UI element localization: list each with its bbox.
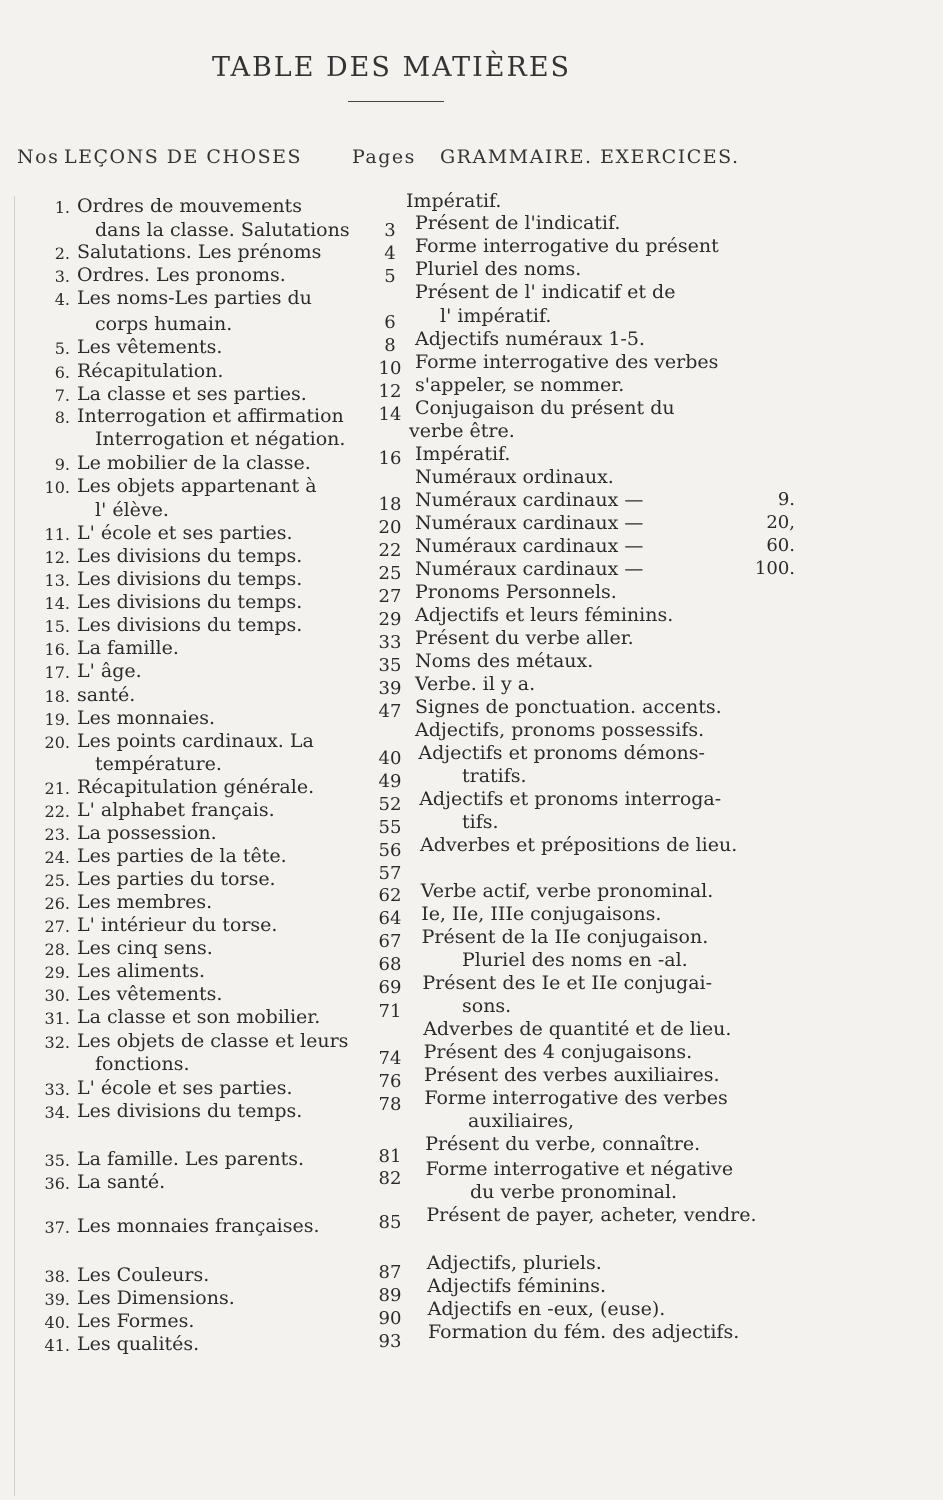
page-number: 85 [378,1212,402,1233]
grammar-topic: Présent du verbe, connaître. [425,1133,701,1155]
lesson-title: L' école et ses parties. [77,1077,293,1099]
lesson-title: corps humain. [95,313,233,335]
page-number: 74 [378,1048,402,1069]
lesson-title: Les Couleurs. [77,1264,210,1286]
grammar-topic: Impératif. [406,190,502,212]
lesson-number: 2. [54,244,70,263]
lesson-number: 40. [44,1313,70,1332]
grammar-topic: Pluriel des noms. [415,258,582,280]
lesson-title: dans la classe. Salutations [95,219,350,241]
lesson-number: 16. [44,640,70,659]
lesson-title: Les aliments. [77,960,206,982]
lesson-number: 34. [44,1103,70,1122]
grammar-topic: Adverbes de quantité et de lieu. [423,1018,732,1040]
lesson-title: Les monnaies. [77,707,216,729]
grammar-topic: Présent des verbes auxiliaires. [424,1064,720,1086]
cardinal-range: 60. [766,535,795,556]
grammar-topic: Présent du verbe aller. [415,627,634,649]
grammar-topic: Numéraux ordinaux. [415,466,614,488]
page-number: 47 [378,701,402,722]
lesson-number: 24. [44,848,70,867]
lesson-number: 36. [44,1174,70,1193]
grammar-topic: Forme interrogative des verbes [424,1087,728,1109]
page-number: 49 [378,771,402,792]
page-number: 67 [378,931,402,952]
lesson-number: 27. [44,917,70,936]
page-number: 78 [378,1094,402,1115]
lesson-number: 10. [44,478,70,497]
grammar-topic: Présent de l'indicatif. [415,212,621,234]
lesson-title: Le mobilier de la classe. [77,452,311,474]
lesson-title: Les Dimensions. [77,1287,235,1309]
lesson-title: Récapitulation. [77,360,224,382]
lesson-number: 33. [44,1080,70,1099]
lesson-title: Interrogation et affirmation [77,405,344,427]
grammar-topic: Formation du fém. des adjectifs. [428,1321,740,1343]
grammar-topic: Pluriel des noms en -al. [462,949,688,971]
page-number: 56 [378,840,402,861]
grammar-topic: sons. [462,995,512,1017]
lesson-title: L' âge. [77,660,142,682]
cardinal-range: 20, [766,512,795,533]
lesson-number: 37. [44,1218,70,1237]
page-number: 29 [378,609,402,630]
lesson-number: 29. [44,963,70,982]
lesson-title: La classe et son mobilier. [77,1006,321,1028]
page-number: 10 [378,358,402,379]
grammar-topic: auxiliaires, [468,1110,575,1132]
grammar-topic: Numéraux cardinaux — [415,512,644,534]
lesson-title: Les objets de classe et leurs [77,1030,349,1052]
grammar-topic: Conjugaison du présent du [415,397,675,419]
lesson-title: Les objets appartenant à [77,475,317,497]
lesson-title: Les vêtements. [77,336,223,358]
page-number: 33 [378,632,402,653]
page-number: 69 [378,977,402,998]
page-number: 71 [378,1001,402,1022]
page-number: 6 [384,312,396,333]
lesson-title: Ordres. Les pronoms. [77,264,286,286]
grammar-topic: Présent de payer, acheter, vendre. [426,1204,757,1226]
page-number: 68 [378,954,402,975]
grammar-topic: Numéraux cardinaux — [415,535,644,557]
grammar-topic: Verbe. il y a. [415,673,536,695]
lesson-title: Salutations. Les prénoms [77,241,322,263]
lesson-number: 22. [44,802,70,821]
page-number: 57 [378,863,402,884]
grammar-topic: Adjectifs et pronoms interroga- [419,788,722,810]
grammar-topic: Impératif. [415,443,511,465]
lesson-title: L' alphabet français. [77,799,275,821]
lesson-title: Les divisions du temps. [77,591,303,613]
lesson-number: 23. [44,825,70,844]
lesson-number: 26. [44,894,70,913]
lesson-title: Ordres de mouvements [77,195,302,217]
lesson-number: 6. [54,363,70,382]
lesson-title: La famille. Les parents. [77,1148,305,1170]
page-number: 35 [378,655,402,676]
header-lecons: LEÇONS DE CHOSES [64,146,303,168]
grammar-topic: Adjectifs numéraux 1-5. [415,328,645,350]
page-number: 89 [378,1285,402,1306]
grammar-topic: verbe être. [409,420,515,442]
lesson-number: 12. [44,548,70,567]
grammar-topic: tratifs. [462,765,527,787]
grammar-topic: Adjectifs féminins. [427,1275,607,1297]
lesson-number: 14. [44,594,70,613]
lesson-title: L' intérieur du torse. [77,914,278,936]
lesson-title: Les Formes. [77,1310,195,1332]
grammar-topic: Signes de ponctuation. accents. [415,696,722,718]
grammar-topic: du verbe pronominal. [470,1181,678,1203]
lesson-title: Les divisions du temps. [77,614,303,636]
lesson-title: Les membres. [77,891,213,913]
lesson-title: santé. [77,684,136,706]
grammar-topic: Numéraux cardinaux — [415,489,644,511]
lesson-number: 30. [44,986,70,1005]
lesson-number: 39. [44,1290,70,1309]
grammar-topic: Présent de la IIe conjugaison. [421,926,709,948]
grammar-topic: Pronoms Personnels. [415,581,617,603]
lesson-number: 25. [44,871,70,890]
grammar-topic: Noms des métaux. [415,650,594,672]
lesson-title: Les parties de la tête. [77,845,287,867]
lesson-number: 21. [44,779,70,798]
page-number: 8 [384,335,396,356]
grammar-topic: Adjectifs et leurs féminins. [415,604,674,626]
lesson-title: Les vêtements. [77,983,223,1005]
grammar-topic: Présent de l' indicatif et de [415,281,676,303]
lesson-title: La classe et ses parties. [77,383,307,405]
grammar-topic: Adjectifs, pronoms possessifs. [415,719,705,741]
grammar-topic: s'appeler, se nommer. [415,374,625,396]
page-number: 18 [378,494,402,515]
grammar-topic: Présent des Ie et IIe conjugai- [422,972,713,994]
cardinal-range: 9. [777,489,795,510]
lesson-number: 19. [44,710,70,729]
page-number: 16 [378,448,402,469]
grammar-topic: Verbe actif, verbe pronominal. [420,880,714,902]
page-number: 4 [384,243,396,264]
lesson-number: 4. [54,290,70,309]
lesson-number: 7. [54,386,70,405]
page-number: 64 [378,908,402,929]
page-number: 93 [378,1331,402,1352]
lesson-number: 9. [54,455,70,474]
cardinal-range: 100. [754,558,795,579]
lesson-number: 18. [44,687,70,706]
lesson-number: 28. [44,940,70,959]
page-number: 12 [378,381,402,402]
grammar-topic: Forme interrogative et négative [425,1158,734,1180]
page-number: 90 [378,1308,402,1329]
page-number: 55 [378,817,402,838]
page-number: 76 [378,1071,402,1092]
lesson-title: Les points cardinaux. La [77,730,314,752]
lesson-number: 8. [54,408,70,427]
grammar-topic: l' impératif. [440,305,552,327]
lesson-title: Les monnaies françaises. [77,1215,320,1237]
lesson-title: Les noms-Les parties du [77,287,312,309]
page-number: 25 [378,563,402,584]
page-number: 62 [378,885,402,906]
grammar-topic: Forme interrogative des verbes [415,351,719,373]
lesson-title: Les divisions du temps. [77,568,303,590]
lesson-number: 32. [44,1033,70,1052]
lesson-number: 31. [44,1009,70,1028]
grammar-topic: Adjectifs, pluriels. [426,1252,602,1274]
lesson-title: Les parties du torse. [77,868,276,890]
header-grammaire: GRAMMAIRE. EXERCICES. [440,146,740,168]
lesson-number: 41. [44,1336,70,1355]
grammar-topic: tifs. [462,811,499,833]
grammar-topic: Adverbes et prépositions de lieu. [420,834,738,856]
grammar-topic: Ie, IIe, IIIe conjugaisons. [421,903,662,925]
grammar-topic: Adjectifs et pronoms démons- [418,742,705,764]
lesson-title: Les divisions du temps. [77,1100,303,1122]
page-number: 52 [378,794,402,815]
lesson-title: Les cinq sens. [77,937,213,959]
grammar-topic: Numéraux cardinaux — [415,558,644,580]
grammar-topic: Forme interrogative du présent [415,235,719,257]
grammar-topic: Présent des 4 conjugaisons. [423,1041,693,1063]
lesson-number: 38. [44,1267,70,1286]
lesson-number: 17. [44,663,70,682]
lesson-number: 20. [44,733,70,752]
header-nos: Nos [17,146,60,168]
lesson-number: 35. [44,1151,70,1170]
page-number: 14 [378,404,402,425]
lesson-number: 3. [54,267,70,286]
lesson-title: Les qualités. [77,1333,200,1355]
page-number: 81 [378,1146,402,1167]
lesson-title: Récapitulation générale. [77,776,315,798]
lesson-title: La santé. [77,1171,166,1193]
page-number: 5 [384,266,396,287]
page-number: 20 [378,517,402,538]
page-number: 27 [378,586,402,607]
lesson-number: 13. [44,571,70,590]
lesson-number: 11. [44,525,70,544]
lesson-title: La famille. [77,637,179,659]
header-pages: Pages [352,146,416,168]
lesson-title: température. [95,753,222,775]
lesson-number: 15. [44,617,70,636]
page-number: 82 [378,1168,402,1189]
lesson-title: Les divisions du temps. [77,545,303,567]
lesson-title: La possession. [77,822,217,844]
page-number: 39 [378,678,402,699]
page-title: TABLE DES MATIÈRES [211,52,572,83]
page-number: 22 [378,540,402,561]
lesson-title: l' élève. [95,499,169,521]
lesson-title: fonctions. [95,1053,190,1075]
lesson-number: 5. [54,339,70,358]
lesson-title: L' école et ses parties. [77,522,293,544]
lesson-title: Interrogation et négation. [95,428,346,450]
grammar-topic: Adjectifs en -eux, (euse). [427,1298,666,1320]
page-number: 40 [378,748,402,769]
page-number: 87 [378,1262,402,1283]
page-number: 3 [384,220,396,241]
lesson-number: 1. [54,198,70,217]
